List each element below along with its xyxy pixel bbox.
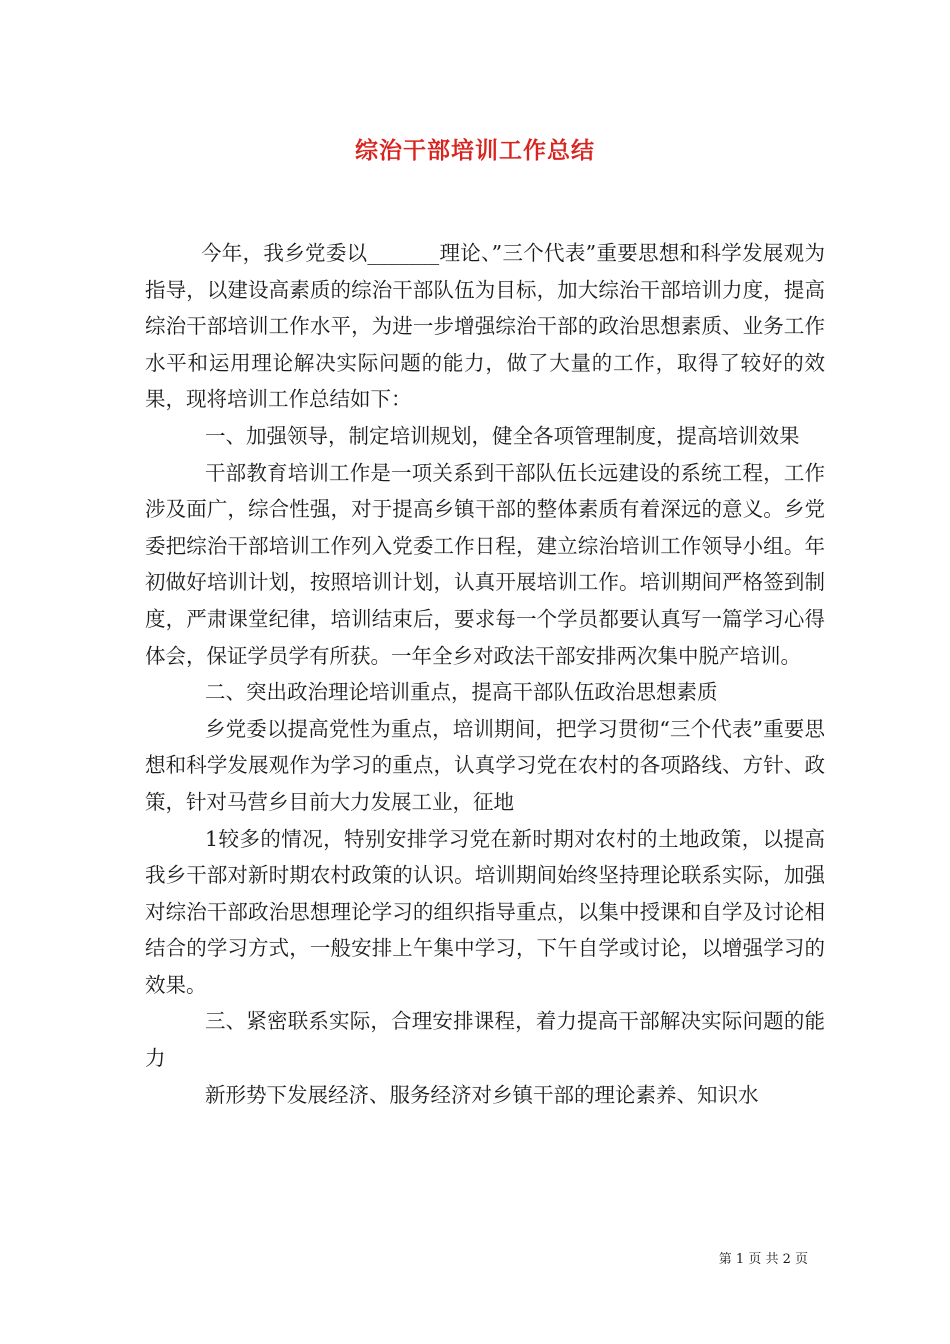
heading-section-3: 三、紧密联系实际，合理安排课程，着力提高干部解决实际问题的能力	[145, 1009, 825, 1071]
document-body	[145, 235, 825, 1113]
paragraph-section-1: 干部教育培训工作是一项关系到干部队伍长远建设的系统工程，工作涉及面广，综合性强，对于提高乡镇干部的整体素质有着深远的意义。乡党委把综治干部培训工作列入党委工作日程，建立综治培训工作领导小组。年初做好培训计划，按照培训计划，认真开展培训工作。培训期间严格签到制度，严肃课堂纪律，培训结束后，要求每一个学员都要认真写一篇学习心得体会，保证学员学有所获。一年全乡对政法干部安排两次集中脱产培训。	[145, 460, 825, 668]
document-title: 综治干部培训工作总结	[355, 137, 595, 164]
paragraph-section-3: 新形势下发展经济、服务经济对乡镇干部的理论素养、知识水	[205, 1082, 759, 1107]
heading-section-2: 二、突出政治理论培训重点，提高干部队伍政治思想素质	[205, 680, 718, 705]
paragraph-section-2-continued: 1较多的情况，特别安排学习党在新时期对农村的土地政策，以提高我乡干部对新时期农村政策的认识。培训期间始终坚持理论联系实际，加强对综治干部政治思想理论学习的组织指导重点，以集中授课和自学及讨论相结合的学习方式，一般安排上午集中学习，下午自学或讨论，以增强学习的效果。	[145, 826, 825, 997]
page-number: 第 1 页 共 2 页	[718, 1252, 808, 1267]
heading-section-1: 一、加强领导，制定培训规划，健全各项管理制度，提高培训效果	[205, 423, 800, 448]
paragraph-intro: 今年，我乡党委以_______理论、”三个代表”重要思想和科学发展观为指导，以建设高素质的综治干部队伍为目标，加大综治干部培训力度，提高综治干部培训工作水平，为进一步增强综治干部的政治思想素质、业务工作水平和运用理论解决实际问题的能力，做了大量的工作，取得了较好的效果，现将培训工作总结如下：	[145, 241, 825, 412]
paragraph-section-2: 乡党委以提高党性为重点，培训期间，把学习贯彻“三个代表”重要思想和科学发展观作为学习的重点，认真学习党在农村的各项路线、方针、政策，针对马营乡目前大力发展工业，征地	[145, 716, 825, 814]
